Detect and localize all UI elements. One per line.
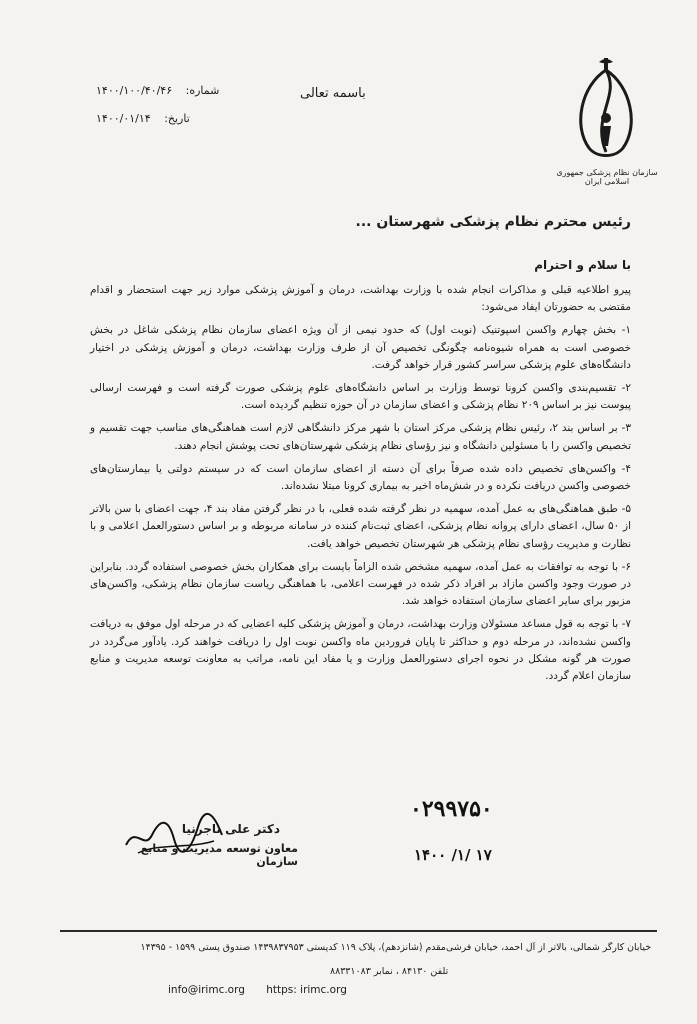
stamp-number: ۰۲۹۹۷۵۰: [410, 796, 493, 822]
paragraph-4: ۴- واکسن‌های تخصیص داده شده صرفاً برای آن دسته از اعضای سازمان است که در سیستم دولتی یا بیمارستان‌های خصوصی واکسن دریافت نکرده و در شش‌ماه اخیر به بیماری کرونا مبتلا نشده‌اند.: [90, 462, 631, 493]
recipient-salutation: رئیس محترم نظام پزشکی شهرستان ...: [355, 214, 631, 230]
paragraph-2: ۲- تقسیم‌بندی واکسن کرونا توسط وزارت بر اساس دانشگاه‌های علوم پزشکی صورت گرفته است و فهرست ارسالی پیوست نیز بر اساس ۲۰۹ نظام پزشکی و اعضای سازمان در آن حوزه تنظیم گردیده است.: [90, 382, 631, 412]
signatory-title: معاون توسعه مدیریت و منابع سازمان: [140, 842, 298, 868]
stamp-date: ۱۴۰۰ /۱/ ۱۷: [414, 846, 492, 864]
signatory-name: دکتر علی تاجرنیا: [181, 822, 280, 836]
footer-address: خیابان کارگر شمالی، بالاتر از آل احمد، خیابان فرشی‌مقدم (شانزدهم)، پلاک ۱۱۹ کدپستی ۱۴۳۹۸۳۷۹۵۳ صندوق پستی ۱۵۹۹ - ۱۴۳۹۵: [140, 942, 651, 953]
paragraph-6: ۶- با توجه به توافقات به عمل آمده، سهمیه مشخص شده الزاماً بایست برای همکاران بخش خصوصی استفاده گردد. بنابراین در صورت وجود واکسن مازاد بر افراد ذکر شده در فهرست اعلامی، با هماهنگی ریاست سازمان نظام پزشکی، واکسن‌های مزبور برای سایر اعضای سازمان استفاده خواهد شد.: [90, 560, 631, 608]
paragraph-5: ۵- طبق هماهنگی‌های به عمل آمده، سهمیه در نظر گرفته شده فعلی، با در نظر گرفتن مفاد بند ۴، جهت اعضای با سن بالاتر از ۵۰ سال، اعضای دارای پروانه نظام پزشکی، اعضای ثبت‌نام کننده در سامانه مربوطه و بر اساس دستورالعمل اعلامی و با نظارت و مدیریت رؤسای نظام پزشکی هر شهرستان تخصیص خواهد یافت.: [90, 503, 632, 550]
footer-divider: [60, 930, 657, 932]
date-value: ۱۴۰۰/۰۱/۱۴: [96, 112, 151, 125]
paragraph-intro: پیرو اطلاعیه قبلی و مذاکرات انجام شده با وزارت بهداشت، درمان و آموزش پزشکی موارد زیر جهت استحضار و اقدام مقتضی به حضورتان ایفاد می‌شود:: [90, 284, 631, 314]
footer-email: info@irimc.org: [168, 984, 245, 996]
bismillah-heading: باسمه تعالی: [300, 86, 366, 101]
letter-date: [96, 112, 190, 125]
letter-body: [90, 282, 631, 691]
footer-contact: [168, 984, 347, 996]
paragraph-1: ۱- بخش چهارم واکسن اسپوتنیک (نوبت اول) که حدود نیمی از آن ویژه اعضای سازمان نظام پزشکی شاغل در بخش خصوصی است به همراه شیوه‌نامه چگونگی تخصیص آن از طرف وزارت بهداشت، درمان و آموزش پزشکی در اختیار دانشگاه‌های علوم پزشکی سراسر کشور قرار خواهد گرفت.: [90, 324, 631, 371]
footer-phone: تلفن ۸۴۱۳۰ ، نمابر ۸۸۳۳۱۰۸۳: [330, 966, 449, 977]
irimc-logo-icon: [561, 56, 651, 166]
footer-website: https: irimc.org: [266, 984, 347, 996]
number-value: ۱۴۰۰/۱۰۰/۴۰/۴۶: [96, 84, 173, 97]
letter-number: [96, 84, 219, 97]
paragraph-7: ۷- با توجه به قول مساعد مسئولان وزارت بهداشت، درمان و آموزش پزشکی کلیه اعضایی که در مرحله اول موفق به دریافت واکسن نشده‌اند، در مرحله دوم و حداکثر تا پایان فروردین ماه واکسن نوبت اول را دریافت خواهند کرد. یادآور می‌گردد در صورت هر گونه مشکل در نحوه اجرای دستورالعمل وزارت و یا مفاد این نامه، مراتب به معاونت توسعه مدیریت و منابع سازمان اعلام گردد.: [90, 618, 631, 683]
org-caption: سازمان نظام پزشکی جمهوری اسلامی ایران: [556, 168, 658, 186]
date-label: تاریخ:: [164, 112, 190, 125]
number-label: شماره:: [185, 84, 220, 97]
greeting: با سلام و احترام: [534, 258, 631, 272]
paragraph-3: ۳- بر اساس بند ۲، رئیس نظام پزشکی مرکز استان با شهر مرکز دانشگاهی لازم است هماهنگی‌های مناسب جهت تقسیم و تخصیص واکسن را با مسئولین دانشگاه و نیز رؤسای نظام پزشکی شهرستان‌های تحت پوشش انجام دهند.: [90, 422, 631, 452]
